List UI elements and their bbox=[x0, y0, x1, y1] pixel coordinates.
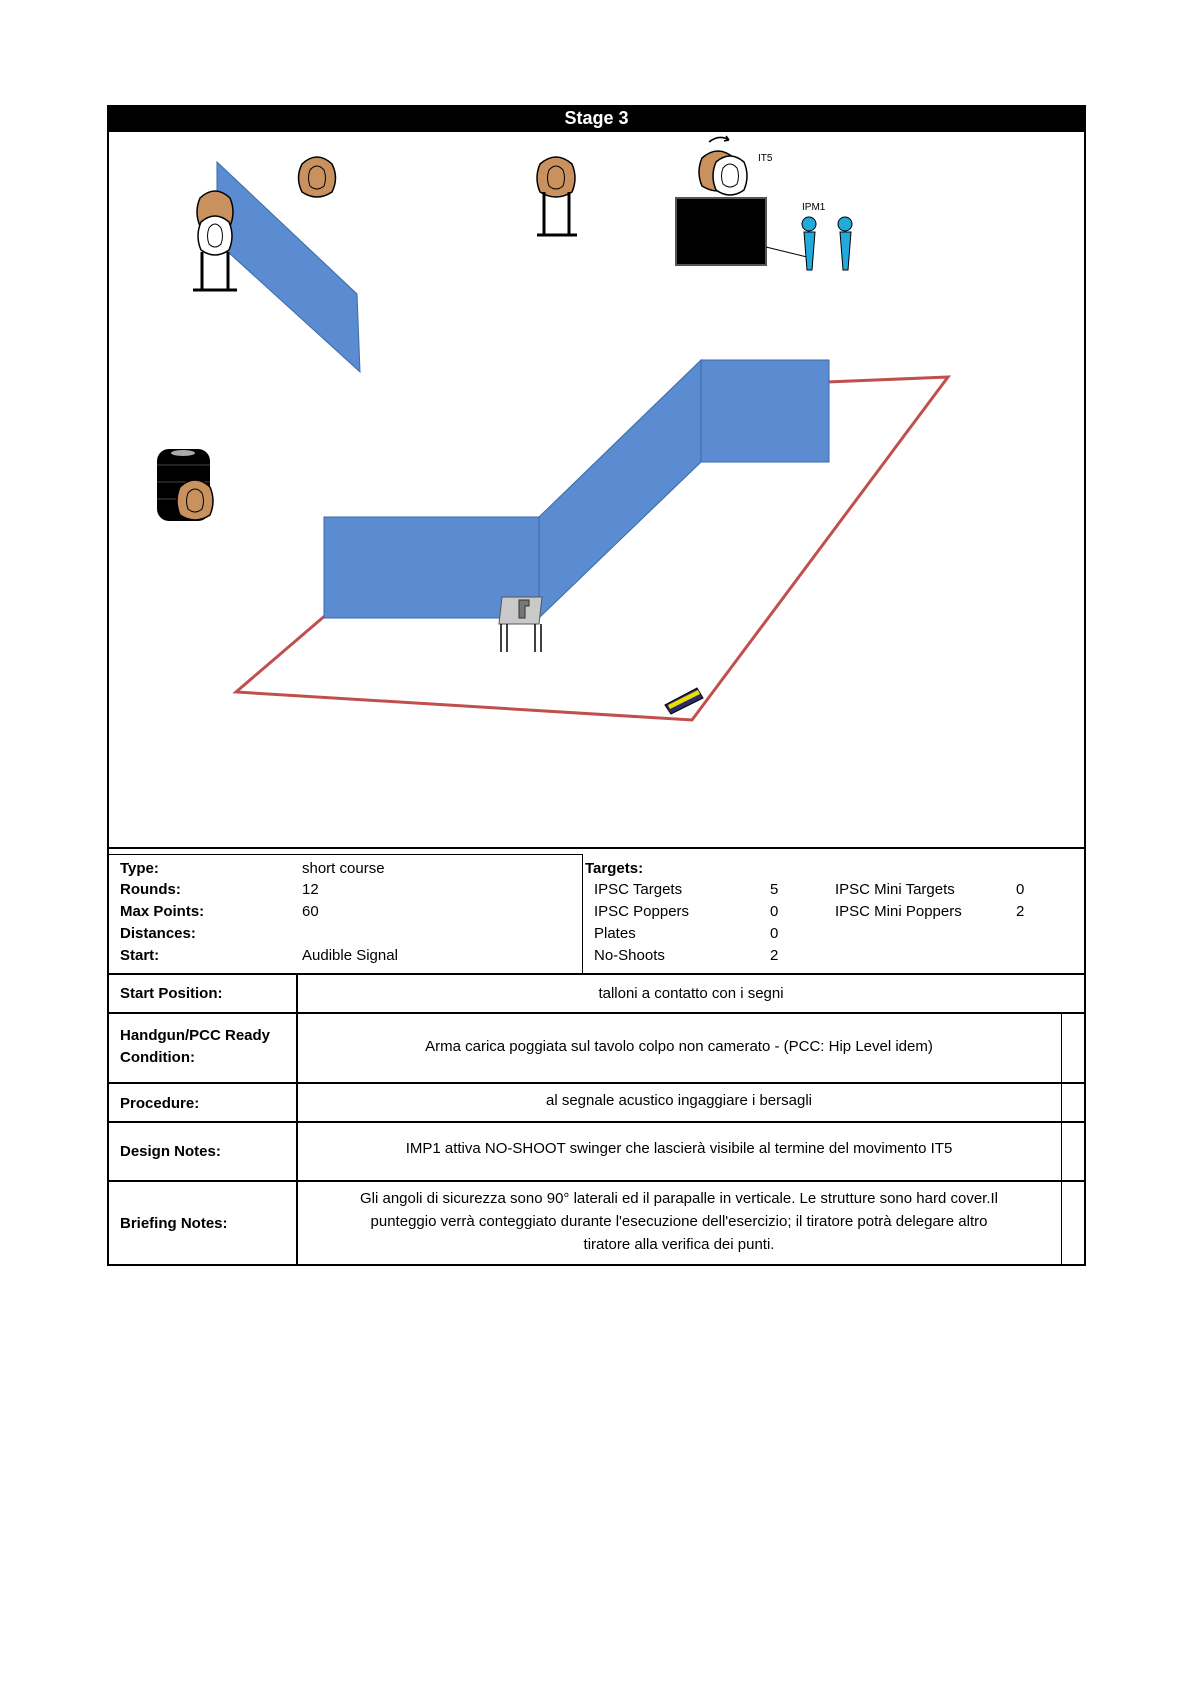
ready-condition-label-line1: Handgun/PCC Ready bbox=[120, 1027, 271, 1044]
barrel-target bbox=[157, 449, 213, 521]
targets-label: Targets: bbox=[585, 860, 644, 877]
procedure-value: al segnale acustico ingaggiare i bersagli bbox=[545, 1092, 812, 1109]
wall-diagonal bbox=[217, 162, 360, 372]
stage-diagram bbox=[107, 132, 1086, 849]
stage-title: Stage 3 bbox=[107, 105, 1086, 132]
type-value: short course bbox=[302, 860, 385, 877]
wall-right bbox=[701, 360, 829, 462]
ready-condition-label-line2: Condition: bbox=[120, 1049, 195, 1066]
procedure-label: Procedure: bbox=[120, 1095, 200, 1112]
design-notes-label: Design Notes: bbox=[120, 1143, 221, 1160]
type-label: Type: bbox=[120, 860, 159, 877]
label-it5: IT5 bbox=[758, 153, 773, 164]
mini-target-count: 2 bbox=[1016, 903, 1025, 920]
row-ready-condition bbox=[107, 1014, 1086, 1084]
target-count: 2 bbox=[770, 947, 779, 964]
briefing-notes-line2: punteggio verrà conteggiato durante l'esecuzione dell'esercizio; il tiratore potrà delegare altro bbox=[370, 1213, 988, 1230]
target-count: 0 bbox=[770, 925, 779, 942]
max-points-label: Max Points: bbox=[120, 903, 205, 920]
mini-target-name: IPSC Mini Targets bbox=[835, 881, 955, 898]
ready-condition-value: Arma carica poggiata sul tavolo colpo non camerato - (PCC: Hip Level idem) bbox=[425, 1038, 933, 1055]
target-name: Plates bbox=[594, 925, 636, 942]
row-design-notes bbox=[107, 1123, 1086, 1182]
start-position-label: Start Position: bbox=[120, 985, 223, 1002]
start-table bbox=[499, 597, 542, 652]
target-count: 0 bbox=[770, 903, 779, 920]
poppers-ipm1 bbox=[766, 202, 852, 270]
max-points-value: 60 bbox=[302, 903, 319, 920]
start-label: Start: bbox=[120, 947, 160, 964]
start-value: Audible Signal bbox=[302, 947, 398, 964]
target-name: No-Shoots bbox=[594, 947, 665, 964]
stage-diagram-svg bbox=[109, 132, 1088, 849]
row-procedure bbox=[107, 1084, 1086, 1123]
row-start-position bbox=[107, 975, 1086, 1014]
briefing-notes-label: Briefing Notes: bbox=[120, 1215, 228, 1232]
start-position-value: talloni a contatto con i segni bbox=[598, 985, 784, 1002]
target-name: IPSC Targets bbox=[594, 881, 683, 898]
target-top-small bbox=[299, 157, 336, 197]
design-notes-value: IMP1 attiva NO-SHOOT swinger che lascierà visibile al termine del movimento IT5 bbox=[405, 1140, 953, 1157]
target-name: IPSC Poppers bbox=[594, 903, 690, 920]
row-briefing-notes bbox=[107, 1182, 1086, 1266]
briefing-notes-line1: Gli angoli di sicurezza sono 90° laterali ed il parapalle in verticale. Le strutture sono hard cover.Il bbox=[359, 1190, 998, 1207]
target-stand-left bbox=[193, 191, 237, 290]
briefing-notes-line3: tiratore alla verifica dei punti. bbox=[583, 1236, 775, 1253]
stage-sheet bbox=[107, 105, 1086, 1266]
target-count: 5 bbox=[770, 881, 779, 898]
distances-label: Distances: bbox=[120, 925, 196, 942]
target-stand-middle bbox=[537, 157, 577, 235]
mini-target-count: 0 bbox=[1016, 881, 1025, 898]
mini-target-name: IPSC Mini Poppers bbox=[835, 903, 962, 920]
wall-diagonal-middle bbox=[539, 360, 701, 618]
swinger-it5 bbox=[676, 136, 773, 265]
start-marker bbox=[665, 688, 703, 714]
rounds-value: 12 bbox=[302, 881, 319, 898]
info-divider bbox=[582, 854, 583, 975]
info-top-line bbox=[109, 854, 582, 855]
stage-info bbox=[107, 849, 1086, 975]
label-ipm1: IPM1 bbox=[802, 202, 826, 213]
rounds-label: Rounds: bbox=[120, 881, 181, 898]
